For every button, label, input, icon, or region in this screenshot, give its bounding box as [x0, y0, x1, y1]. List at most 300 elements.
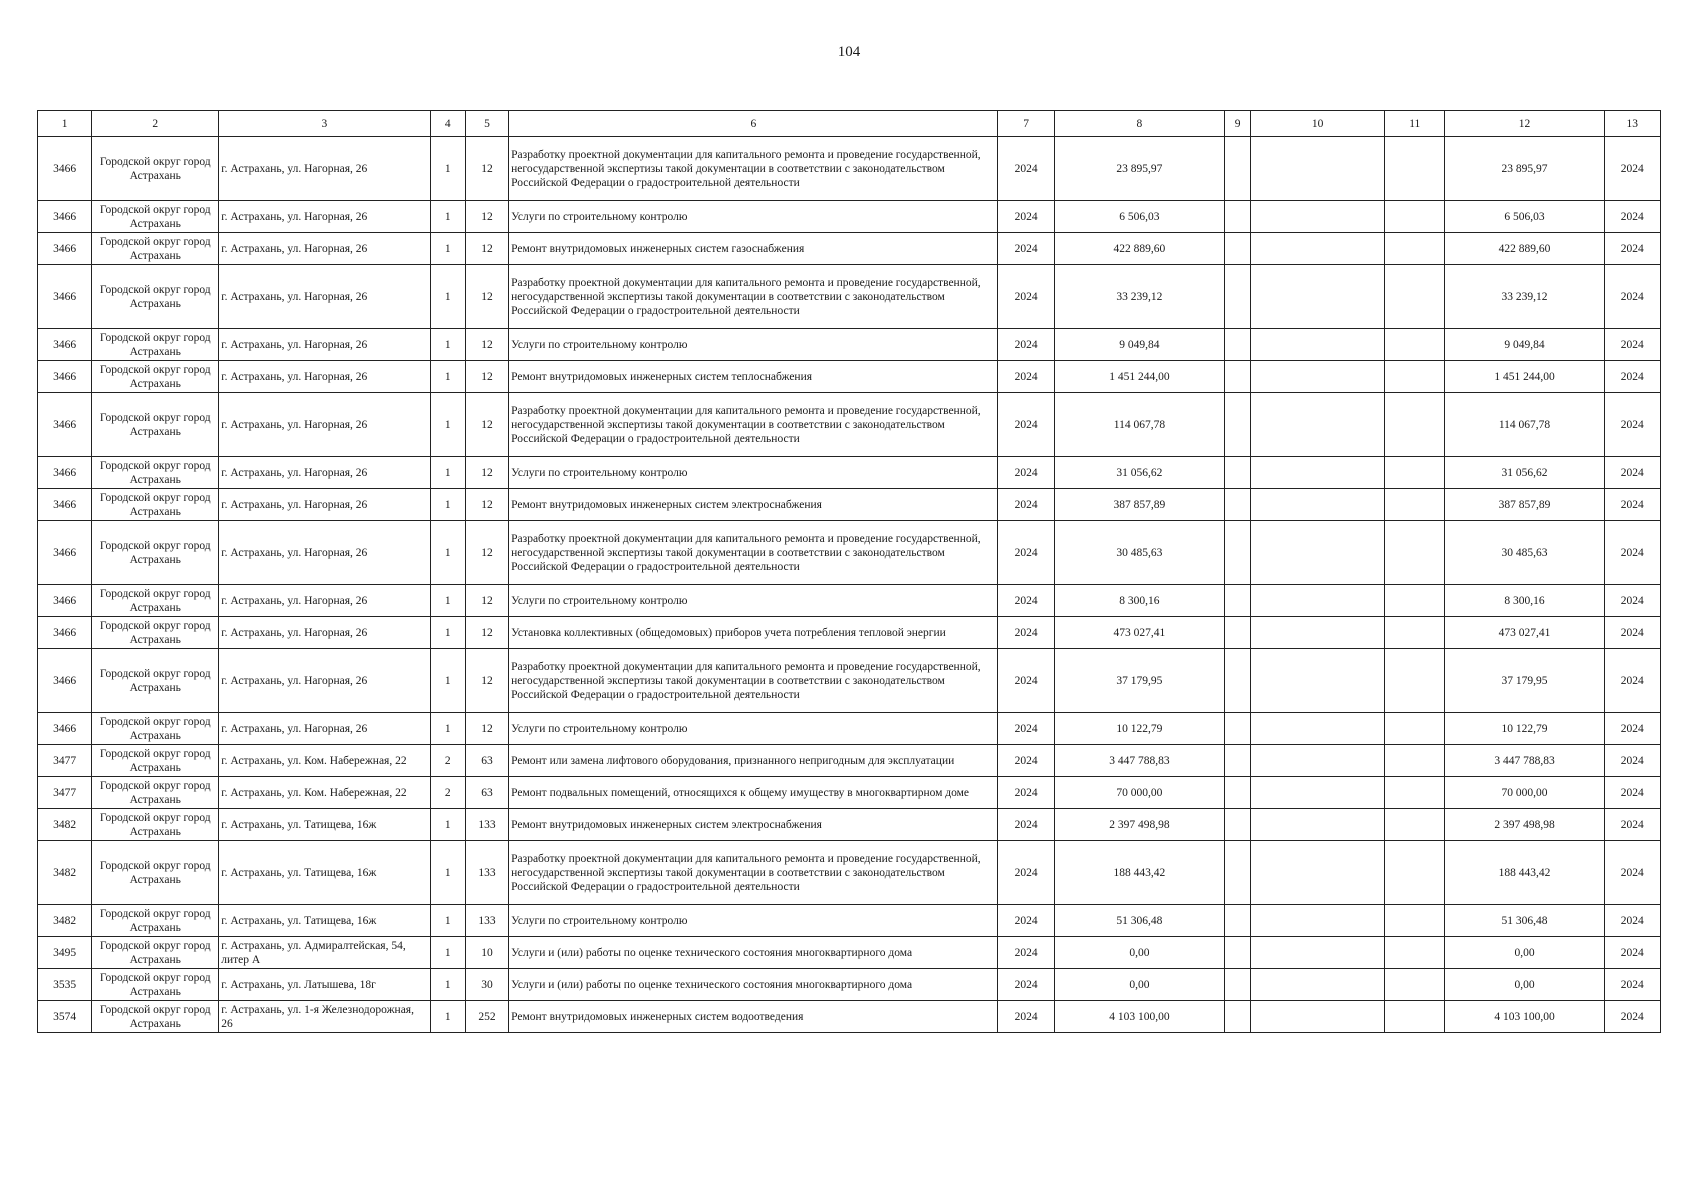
amount-total-cell: 9 049,84: [1445, 329, 1604, 361]
amount-cell: 8 300,16: [1054, 585, 1224, 617]
work-type-cell: Установка коллективных (общедомовых) приборов учета потребления тепловой энергии: [509, 617, 998, 649]
column-5-cell: 12: [465, 233, 508, 265]
column-4-cell: 1: [430, 649, 465, 713]
column-9-cell: [1224, 361, 1250, 393]
work-type-cell: Разработку проектной документации для капитального ремонта и проведение государственной, негосударственной экспертизы такой документации в соответствии с законодательством Российской Федерации о градостроительной деятельности: [509, 841, 998, 905]
address-cell: г. Астрахань, ул. Нагорная, 26: [219, 393, 430, 457]
column-9-cell: [1224, 265, 1250, 329]
year-cell: 2024: [998, 841, 1054, 905]
column-10-cell: [1251, 137, 1385, 201]
page-number: 104: [837, 44, 861, 60]
address-cell: г. Астрахань, ул. Нагорная, 26: [219, 521, 430, 585]
column-10-cell: [1251, 361, 1385, 393]
column-header: 2: [92, 111, 219, 137]
table-row: [38, 457, 1661, 489]
column-10-cell: [1251, 489, 1385, 521]
end-year-cell: 2024: [1604, 489, 1660, 521]
address-cell: г. Астрахань, ул. Нагорная, 26: [219, 617, 430, 649]
district-cell: Городской округ город Астрахань: [92, 201, 219, 233]
column-5-cell: 12: [465, 265, 508, 329]
column-4-cell: 1: [430, 489, 465, 521]
column-9-cell: [1224, 521, 1250, 585]
column-5-cell: 252: [465, 1001, 508, 1033]
table-row: [38, 329, 1661, 361]
column-4-cell: 1: [430, 841, 465, 905]
address-cell: г. Астрахань, ул. Адмиралтейская, 54, литер А: [219, 937, 430, 969]
column-9-cell: [1224, 841, 1250, 905]
column-10-cell: [1251, 809, 1385, 841]
column-4-cell: 1: [430, 617, 465, 649]
work-type-cell: Разработку проектной документации для капитального ремонта и проведение государственной, негосударственной экспертизы такой документации в соответствии с законодательством Российской Федерации о градостроительной деятельности: [509, 393, 998, 457]
district-cell: Городской округ город Астрахань: [92, 969, 219, 1001]
column-header: 4: [430, 111, 465, 137]
end-year-cell: 2024: [1604, 617, 1660, 649]
work-type-cell: Разработку проектной документации для капитального ремонта и проведение государственной, негосударственной экспертизы такой документации в соответствии с законодательством Российской Федерации о градостроительной деятельности: [509, 649, 998, 713]
column-10-cell: [1251, 521, 1385, 585]
work-type-cell: Ремонт внутридомовых инженерных систем электроснабжения: [509, 489, 998, 521]
row-id-cell: 3535: [38, 969, 92, 1001]
year-cell: 2024: [998, 617, 1054, 649]
column-5-cell: 12: [465, 521, 508, 585]
column-11-cell: [1385, 233, 1445, 265]
address-cell: г. Астрахань, ул. Нагорная, 26: [219, 585, 430, 617]
end-year-cell: 2024: [1604, 521, 1660, 585]
year-cell: 2024: [998, 585, 1054, 617]
work-type-cell: Ремонт подвальных помещений, относящихся к общему имуществу в многоквартирном доме: [509, 777, 998, 809]
column-header: 8: [1054, 111, 1224, 137]
column-4-cell: 1: [430, 713, 465, 745]
row-id-cell: 3466: [38, 265, 92, 329]
row-id-cell: 3466: [38, 617, 92, 649]
amount-total-cell: 51 306,48: [1445, 905, 1604, 937]
amount-cell: 1 451 244,00: [1054, 361, 1224, 393]
column-5-cell: 12: [465, 361, 508, 393]
work-type-cell: Услуги по строительному контролю: [509, 905, 998, 937]
row-id-cell: 3466: [38, 329, 92, 361]
column-5-cell: 12: [465, 457, 508, 489]
column-10-cell: [1251, 649, 1385, 713]
work-type-cell: Разработку проектной документации для капитального ремонта и проведение государственной, негосударственной экспертизы такой документации в соответствии с законодательством Российской Федерации о градостроительной деятельности: [509, 265, 998, 329]
column-5-cell: 12: [465, 489, 508, 521]
year-cell: 2024: [998, 713, 1054, 745]
column-4-cell: 1: [430, 329, 465, 361]
amount-cell: 422 889,60: [1054, 233, 1224, 265]
amount-cell: 51 306,48: [1054, 905, 1224, 937]
district-cell: Городской округ город Астрахань: [92, 841, 219, 905]
column-9-cell: [1224, 905, 1250, 937]
column-11-cell: [1385, 937, 1445, 969]
end-year-cell: 2024: [1604, 457, 1660, 489]
column-11-cell: [1385, 361, 1445, 393]
year-cell: 2024: [998, 137, 1054, 201]
amount-total-cell: 6 506,03: [1445, 201, 1604, 233]
work-type-cell: Ремонт внутридомовых инженерных систем электроснабжения: [509, 809, 998, 841]
column-10-cell: [1251, 777, 1385, 809]
table-row: [38, 201, 1661, 233]
table-row: [38, 233, 1661, 265]
column-5-cell: 12: [465, 393, 508, 457]
column-11-cell: [1385, 1001, 1445, 1033]
column-10-cell: [1251, 841, 1385, 905]
year-cell: 2024: [998, 233, 1054, 265]
amount-total-cell: 23 895,97: [1445, 137, 1604, 201]
column-11-cell: [1385, 777, 1445, 809]
table-row: [38, 905, 1661, 937]
end-year-cell: 2024: [1604, 585, 1660, 617]
table-body: [38, 137, 1661, 1033]
year-cell: 2024: [998, 201, 1054, 233]
column-10-cell: [1251, 713, 1385, 745]
end-year-cell: 2024: [1604, 137, 1660, 201]
amount-cell: 4 103 100,00: [1054, 1001, 1224, 1033]
amount-total-cell: 1 451 244,00: [1445, 361, 1604, 393]
year-cell: 2024: [998, 1001, 1054, 1033]
work-type-cell: Услуги по строительному контролю: [509, 713, 998, 745]
row-id-cell: 3466: [38, 393, 92, 457]
year-cell: 2024: [998, 745, 1054, 777]
column-11-cell: [1385, 841, 1445, 905]
table-row: [38, 265, 1661, 329]
column-9-cell: [1224, 393, 1250, 457]
column-9-cell: [1224, 649, 1250, 713]
column-header: 6: [509, 111, 998, 137]
amount-total-cell: 188 443,42: [1445, 841, 1604, 905]
address-cell: г. Астрахань, ул. Татищева, 16ж: [219, 905, 430, 937]
column-11-cell: [1385, 745, 1445, 777]
column-11-cell: [1385, 713, 1445, 745]
column-header: 13: [1604, 111, 1660, 137]
column-11-cell: [1385, 489, 1445, 521]
column-5-cell: 63: [465, 745, 508, 777]
column-5-cell: 133: [465, 809, 508, 841]
district-cell: Городской округ город Астрахань: [92, 489, 219, 521]
column-number-row: [38, 111, 1661, 137]
district-cell: Городской округ город Астрахань: [92, 777, 219, 809]
amount-total-cell: 10 122,79: [1445, 713, 1604, 745]
row-id-cell: 3477: [38, 745, 92, 777]
year-cell: 2024: [998, 329, 1054, 361]
amount-cell: 23 895,97: [1054, 137, 1224, 201]
amount-total-cell: 33 239,12: [1445, 265, 1604, 329]
work-type-cell: Услуги по строительному контролю: [509, 457, 998, 489]
amount-total-cell: 37 179,95: [1445, 649, 1604, 713]
district-cell: Городской округ город Астрахань: [92, 809, 219, 841]
column-4-cell: 1: [430, 1001, 465, 1033]
amount-total-cell: 422 889,60: [1445, 233, 1604, 265]
column-9-cell: [1224, 137, 1250, 201]
district-cell: Городской округ город Астрахань: [92, 361, 219, 393]
column-header: 3: [219, 111, 430, 137]
column-4-cell: 1: [430, 361, 465, 393]
address-cell: г. Астрахань, ул. Нагорная, 26: [219, 489, 430, 521]
year-cell: 2024: [998, 937, 1054, 969]
column-11-cell: [1385, 521, 1445, 585]
district-cell: Городской округ город Астрахань: [92, 905, 219, 937]
column-9-cell: [1224, 745, 1250, 777]
table-row: [38, 713, 1661, 745]
column-10-cell: [1251, 969, 1385, 1001]
table-row: [38, 137, 1661, 201]
column-4-cell: 2: [430, 777, 465, 809]
table-row: [38, 745, 1661, 777]
work-type-cell: Услуги по строительному контролю: [509, 585, 998, 617]
column-5-cell: 133: [465, 841, 508, 905]
table-row: [38, 489, 1661, 521]
column-header: 10: [1251, 111, 1385, 137]
district-cell: Городской округ город Астрахань: [92, 329, 219, 361]
work-type-cell: Ремонт внутридомовых инженерных систем водоотведения: [509, 1001, 998, 1033]
year-cell: 2024: [998, 361, 1054, 393]
row-id-cell: 3466: [38, 233, 92, 265]
amount-cell: 33 239,12: [1054, 265, 1224, 329]
table-row: [38, 521, 1661, 585]
work-type-cell: Разработку проектной документации для капитального ремонта и проведение государственной, негосударственной экспертизы такой документации в соответствии с законодательством Российской Федерации о градостроительной деятельности: [509, 521, 998, 585]
row-id-cell: 3482: [38, 841, 92, 905]
column-9-cell: [1224, 585, 1250, 617]
end-year-cell: 2024: [1604, 1001, 1660, 1033]
row-id-cell: 3466: [38, 489, 92, 521]
column-5-cell: 12: [465, 713, 508, 745]
column-9-cell: [1224, 617, 1250, 649]
column-4-cell: 1: [430, 201, 465, 233]
table-row: [38, 809, 1661, 841]
column-9-cell: [1224, 329, 1250, 361]
table-row: [38, 841, 1661, 905]
end-year-cell: 2024: [1604, 905, 1660, 937]
address-cell: г. Астрахань, ул. Татищева, 16ж: [219, 809, 430, 841]
year-cell: 2024: [998, 905, 1054, 937]
address-cell: г. Астрахань, ул. Нагорная, 26: [219, 649, 430, 713]
address-cell: г. Астрахань, ул. Нагорная, 26: [219, 329, 430, 361]
work-type-cell: Ремонт внутридомовых инженерных систем газоснабжения: [509, 233, 998, 265]
row-id-cell: 3495: [38, 937, 92, 969]
end-year-cell: 2024: [1604, 777, 1660, 809]
column-5-cell: 12: [465, 649, 508, 713]
column-4-cell: 1: [430, 937, 465, 969]
column-11-cell: [1385, 617, 1445, 649]
district-cell: Городской округ город Астрахань: [92, 521, 219, 585]
column-4-cell: 1: [430, 905, 465, 937]
column-header: 7: [998, 111, 1054, 137]
address-cell: г. Астрахань, ул. Нагорная, 26: [219, 137, 430, 201]
column-4-cell: 1: [430, 585, 465, 617]
work-type-cell: Услуги по строительному контролю: [509, 329, 998, 361]
work-type-cell: Ремонт внутридомовых инженерных систем теплоснабжения: [509, 361, 998, 393]
row-id-cell: 3466: [38, 713, 92, 745]
row-id-cell: 3466: [38, 137, 92, 201]
amount-cell: 0,00: [1054, 937, 1224, 969]
end-year-cell: 2024: [1604, 329, 1660, 361]
table-row: [38, 777, 1661, 809]
district-cell: Городской округ город Астрахань: [92, 585, 219, 617]
end-year-cell: 2024: [1604, 361, 1660, 393]
district-cell: Городской округ город Астрахань: [92, 233, 219, 265]
work-type-cell: Услуги и (или) работы по оценке технического состояния многоквартирного дома: [509, 969, 998, 1001]
row-id-cell: 3466: [38, 457, 92, 489]
column-11-cell: [1385, 137, 1445, 201]
column-9-cell: [1224, 713, 1250, 745]
column-10-cell: [1251, 457, 1385, 489]
amount-cell: 6 506,03: [1054, 201, 1224, 233]
amount-cell: 70 000,00: [1054, 777, 1224, 809]
column-10-cell: [1251, 265, 1385, 329]
row-id-cell: 3466: [38, 649, 92, 713]
address-cell: г. Астрахань, ул. Нагорная, 26: [219, 201, 430, 233]
row-id-cell: 3574: [38, 1001, 92, 1033]
year-cell: 2024: [998, 393, 1054, 457]
column-11-cell: [1385, 265, 1445, 329]
column-9-cell: [1224, 489, 1250, 521]
column-5-cell: 63: [465, 777, 508, 809]
amount-cell: 31 056,62: [1054, 457, 1224, 489]
column-10-cell: [1251, 329, 1385, 361]
end-year-cell: 2024: [1604, 809, 1660, 841]
district-cell: Городской округ город Астрахань: [92, 937, 219, 969]
column-10-cell: [1251, 745, 1385, 777]
district-cell: Городской округ город Астрахань: [92, 649, 219, 713]
column-11-cell: [1385, 457, 1445, 489]
column-9-cell: [1224, 201, 1250, 233]
column-11-cell: [1385, 393, 1445, 457]
column-11-cell: [1385, 969, 1445, 1001]
amount-total-cell: 2 397 498,98: [1445, 809, 1604, 841]
column-11-cell: [1385, 905, 1445, 937]
district-cell: Городской округ город Астрахань: [92, 137, 219, 201]
repair-register-table: [37, 110, 1661, 1033]
row-id-cell: 3466: [38, 201, 92, 233]
year-cell: 2024: [998, 777, 1054, 809]
end-year-cell: 2024: [1604, 393, 1660, 457]
table-row: [38, 585, 1661, 617]
end-year-cell: 2024: [1604, 265, 1660, 329]
column-4-cell: 1: [430, 521, 465, 585]
column-9-cell: [1224, 777, 1250, 809]
column-5-cell: 10: [465, 937, 508, 969]
column-header: 12: [1445, 111, 1604, 137]
address-cell: г. Астрахань, ул. Нагорная, 26: [219, 457, 430, 489]
column-5-cell: 30: [465, 969, 508, 1001]
address-cell: г. Астрахань, ул. Латышева, 18г: [219, 969, 430, 1001]
amount-total-cell: 3 447 788,83: [1445, 745, 1604, 777]
address-cell: г. Астрахань, ул. Ком. Набережная, 22: [219, 777, 430, 809]
amount-cell: 2 397 498,98: [1054, 809, 1224, 841]
column-11-cell: [1385, 649, 1445, 713]
column-9-cell: [1224, 937, 1250, 969]
column-header: 9: [1224, 111, 1250, 137]
row-id-cell: 3466: [38, 361, 92, 393]
column-5-cell: 133: [465, 905, 508, 937]
column-5-cell: 12: [465, 617, 508, 649]
column-4-cell: 1: [430, 457, 465, 489]
column-11-cell: [1385, 809, 1445, 841]
amount-cell: 114 067,78: [1054, 393, 1224, 457]
column-header: 5: [465, 111, 508, 137]
column-4-cell: 1: [430, 265, 465, 329]
column-9-cell: [1224, 809, 1250, 841]
district-cell: Городской округ город Астрахань: [92, 457, 219, 489]
amount-total-cell: 31 056,62: [1445, 457, 1604, 489]
year-cell: 2024: [998, 489, 1054, 521]
work-type-cell: Разработку проектной документации для капитального ремонта и проведение государственной, негосударственной экспертизы такой документации в соответствии с законодательством Российской Федерации о градостроительной деятельности: [509, 137, 998, 201]
column-10-cell: [1251, 937, 1385, 969]
column-10-cell: [1251, 233, 1385, 265]
amount-cell: 10 122,79: [1054, 713, 1224, 745]
amount-total-cell: 8 300,16: [1445, 585, 1604, 617]
row-id-cell: 3482: [38, 905, 92, 937]
column-9-cell: [1224, 457, 1250, 489]
amount-total-cell: 0,00: [1445, 937, 1604, 969]
address-cell: г. Астрахань, ул. Нагорная, 26: [219, 233, 430, 265]
amount-cell: 387 857,89: [1054, 489, 1224, 521]
end-year-cell: 2024: [1604, 745, 1660, 777]
year-cell: 2024: [998, 521, 1054, 585]
year-cell: 2024: [998, 457, 1054, 489]
address-cell: г. Астрахань, ул. Татищева, 16ж: [219, 841, 430, 905]
column-10-cell: [1251, 617, 1385, 649]
column-4-cell: 1: [430, 809, 465, 841]
amount-cell: 0,00: [1054, 969, 1224, 1001]
district-cell: Городской округ город Астрахань: [92, 713, 219, 745]
column-5-cell: 12: [465, 201, 508, 233]
end-year-cell: 2024: [1604, 201, 1660, 233]
amount-cell: 37 179,95: [1054, 649, 1224, 713]
end-year-cell: 2024: [1604, 841, 1660, 905]
column-9-cell: [1224, 969, 1250, 1001]
column-11-cell: [1385, 329, 1445, 361]
amount-total-cell: 387 857,89: [1445, 489, 1604, 521]
column-5-cell: 12: [465, 329, 508, 361]
row-id-cell: 3482: [38, 809, 92, 841]
amount-cell: 473 027,41: [1054, 617, 1224, 649]
amount-total-cell: 70 000,00: [1445, 777, 1604, 809]
table-row: [38, 361, 1661, 393]
end-year-cell: 2024: [1604, 713, 1660, 745]
amount-total-cell: 473 027,41: [1445, 617, 1604, 649]
column-9-cell: [1224, 233, 1250, 265]
column-5-cell: 12: [465, 137, 508, 201]
table-row: [38, 1001, 1661, 1033]
row-id-cell: 3466: [38, 585, 92, 617]
amount-total-cell: 4 103 100,00: [1445, 1001, 1604, 1033]
work-type-cell: Услуги и (или) работы по оценке технического состояния многоквартирного дома: [509, 937, 998, 969]
address-cell: г. Астрахань, ул. Нагорная, 26: [219, 361, 430, 393]
column-10-cell: [1251, 1001, 1385, 1033]
district-cell: Городской округ город Астрахань: [92, 265, 219, 329]
amount-total-cell: 0,00: [1445, 969, 1604, 1001]
address-cell: г. Астрахань, ул. 1-я Железнодорожная, 26: [219, 1001, 430, 1033]
column-4-cell: 1: [430, 233, 465, 265]
row-id-cell: 3477: [38, 777, 92, 809]
end-year-cell: 2024: [1604, 233, 1660, 265]
table-row: [38, 969, 1661, 1001]
column-4-cell: 1: [430, 393, 465, 457]
address-cell: г. Астрахань, ул. Ком. Набережная, 22: [219, 745, 430, 777]
column-4-cell: 2: [430, 745, 465, 777]
column-10-cell: [1251, 393, 1385, 457]
amount-cell: 9 049,84: [1054, 329, 1224, 361]
column-4-cell: 1: [430, 137, 465, 201]
table-row: [38, 649, 1661, 713]
table-row: [38, 617, 1661, 649]
address-cell: г. Астрахань, ул. Нагорная, 26: [219, 713, 430, 745]
column-10-cell: [1251, 585, 1385, 617]
work-type-cell: Услуги по строительному контролю: [509, 201, 998, 233]
end-year-cell: 2024: [1604, 969, 1660, 1001]
column-11-cell: [1385, 201, 1445, 233]
address-cell: г. Астрахань, ул. Нагорная, 26: [219, 265, 430, 329]
district-cell: Городской округ город Астрахань: [92, 393, 219, 457]
work-type-cell: Ремонт или замена лифтового оборудования, признанного непригодным для эксплуатации: [509, 745, 998, 777]
